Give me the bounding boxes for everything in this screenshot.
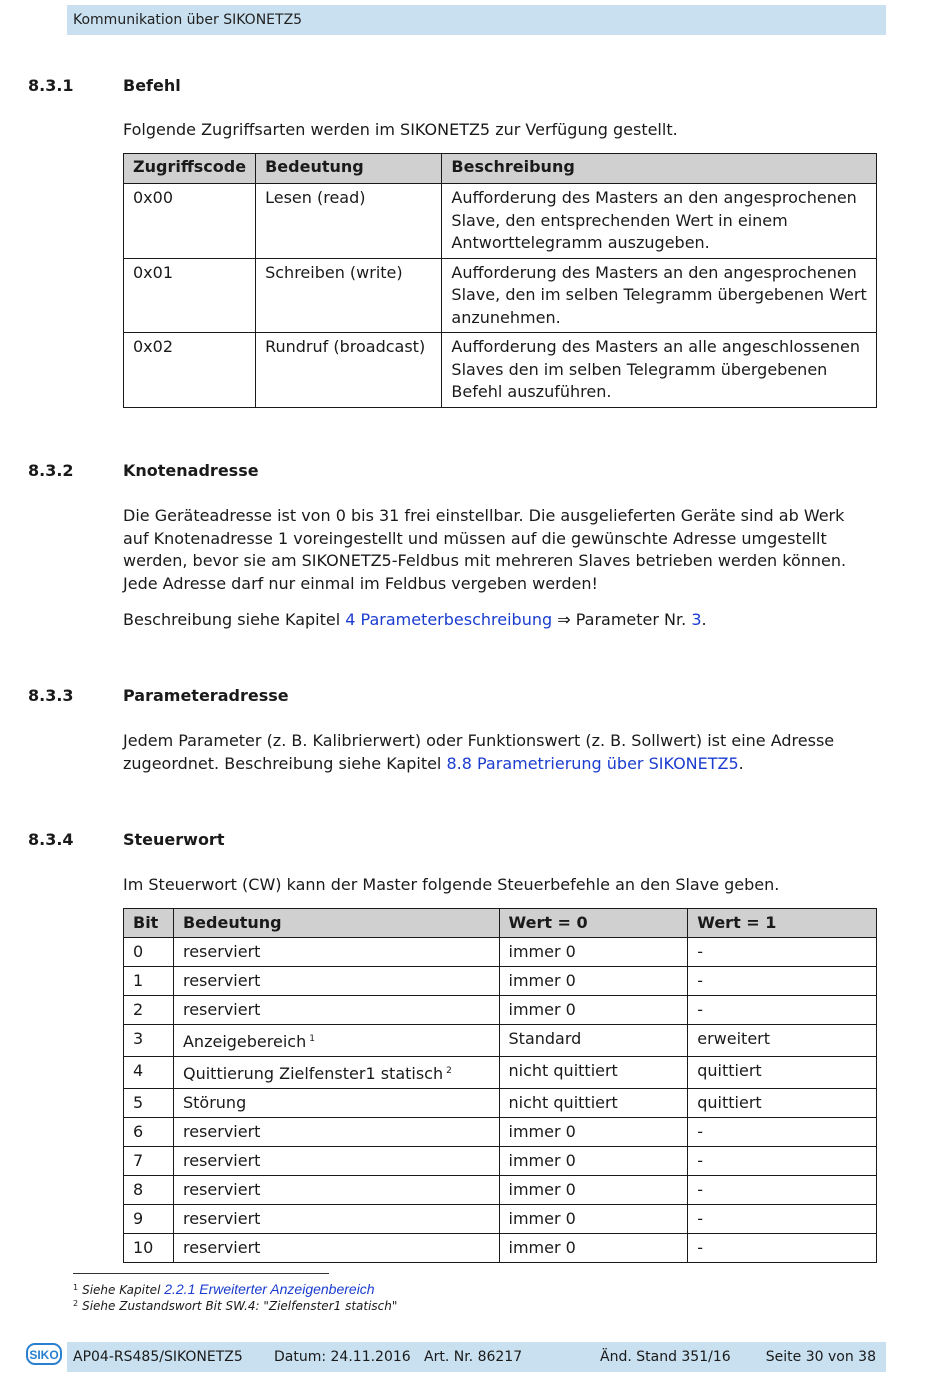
table-cell: immer 0 [499, 1147, 688, 1176]
table-cell: 1 [124, 967, 174, 996]
table-cell: 0x01 [124, 258, 256, 333]
footnote-link[interactable]: 2.2.1 Erweiterter Anzeigenbereich [164, 1281, 375, 1297]
table-row [124, 938, 877, 967]
table-cell: immer 0 [499, 1176, 688, 1205]
table-cell: reserviert [173, 967, 499, 996]
table-cell: 3 [124, 1025, 174, 1057]
table-row [124, 967, 877, 996]
table-row [124, 1025, 877, 1057]
table-header-row [124, 909, 877, 938]
table-cell: - [688, 1118, 877, 1147]
table-cell: quittiert [688, 1089, 877, 1118]
footnote-ref[interactable]: 2 [446, 1066, 452, 1076]
table-row [124, 258, 877, 333]
column-header: Bedeutung [173, 909, 499, 938]
chapter-link[interactable]: 8.8 Parametrierung über SIKONETZ5 [446, 753, 739, 773]
section-title: Parameteradresse [123, 686, 289, 705]
page-footer [67, 1342, 886, 1372]
table-row [124, 184, 877, 259]
reference-text: Beschreibung siehe Kapitel [123, 610, 346, 629]
reference-text: . [701, 610, 707, 629]
table-cell: immer 0 [499, 1118, 688, 1147]
section-intro: Folgende Zugriffsarten werden im SIKONETZ5 zur Verfügung gestellt. [123, 120, 678, 139]
table-cell: reserviert [173, 938, 499, 967]
table-cell: reserviert [173, 996, 499, 1025]
table-cell: 0x02 [124, 333, 256, 408]
footnote-mark: 1 [73, 1283, 79, 1292]
footer-page-number: Seite 30 von 38 [765, 1349, 876, 1365]
table-cell: 10 [124, 1234, 174, 1263]
table-cell: Aufforderung des Masters an den angesprochenen Slave, den im selben Telegramm übergebenen Wert anzunehmen. [442, 258, 877, 333]
table-cell: - [688, 996, 877, 1025]
header-title: Kommunikation über SIKONETZ5 [73, 12, 303, 28]
table-row [124, 996, 877, 1025]
table-cell: 7 [124, 1147, 174, 1176]
table-row [124, 1089, 877, 1118]
table-cell: 4 [124, 1057, 174, 1089]
table-cell: reserviert [173, 1176, 499, 1205]
table-cell: Störung [173, 1089, 499, 1118]
footnote [73, 1281, 375, 1297]
table-cell: Aufforderung des Masters an alle angeschlossenen Slaves den im selben Telegramm übergebenen Befehl auszuführen. [442, 333, 877, 408]
footer-date: Datum: 24.11.2016 [274, 1349, 411, 1365]
section-title: Steuerwort [123, 830, 225, 849]
section-number: 8.3.2 [28, 461, 74, 480]
table-row [124, 1234, 877, 1263]
column-header: Zugriffscode [124, 154, 256, 184]
footer-article-number: Art. Nr. 86217 [424, 1349, 523, 1365]
table-header-row [124, 154, 877, 184]
arrow-icon: ⇒ [557, 610, 571, 629]
reference-text: Parameter Nr. [570, 610, 692, 629]
table-cell-with-footnote [173, 1025, 499, 1057]
section-paragraph: Die Geräteadresse ist von 0 bis 31 frei einstellbar. Die ausgelieferten Geräte sind ab Werk auf Knotenadresse 1 voreingestellt und müssen auf die gewünschte Adresse umgestellt werden, bevor sie am SIKONETZ5-Feldbus mit mehreren Slaves betrieben werden können. Jede Adresse darf nur einmal im Feldbus vergeben werden! [123, 506, 847, 593]
footer-document: AP04-RS485/SIKONETZ5 [73, 1349, 243, 1365]
footnote-text: Siehe Kapitel [82, 1283, 165, 1297]
table-cell: Rundruf (broadcast) [256, 333, 442, 408]
footer-revision: Änd. Stand 351/16 [600, 1349, 731, 1365]
table-cell: nicht quittiert [499, 1089, 688, 1118]
paragraph-text: Jedem Parameter (z. B. Kalibrierwert) oder Funktionswert (z. B. Sollwert) ist eine Adresse zugeordnet. Beschreibung siehe Kapitel [123, 731, 835, 773]
paragraph-text: . [738, 753, 744, 773]
section-title: Knotenadresse [123, 461, 259, 480]
table-cell: 5 [124, 1089, 174, 1118]
table-row [124, 1147, 877, 1176]
section-title: Befehl [123, 76, 181, 95]
footnote-divider [73, 1273, 329, 1274]
table-cell-with-footnote [173, 1057, 499, 1089]
table-row [124, 1057, 877, 1089]
cell-text: Anzeigebereich [182, 1032, 307, 1051]
table-cell: Aufforderung des Masters an den angesprochenen Slave, den entsprechenden Wert in einem Antworttelegramm auszugeben. [442, 184, 877, 259]
section-number: 8.3.4 [28, 830, 74, 849]
section-intro: Im Steuerwort (CW) kann der Master folgende Steuerbefehle an den Slave geben. [123, 875, 780, 894]
cell-text: Quittierung Zielfenster1 statisch [182, 1064, 444, 1083]
footnote [73, 1299, 397, 1313]
column-header: Beschreibung [442, 154, 877, 184]
table-cell: immer 0 [499, 996, 688, 1025]
table-cell: 8 [124, 1176, 174, 1205]
table-cell: reserviert [173, 1118, 499, 1147]
table-cell: 2 [124, 996, 174, 1025]
column-header: Bit [124, 909, 174, 938]
table-cell: immer 0 [499, 938, 688, 967]
footnote-text: Siehe Zustandswort Bit SW.4: "Zielfenster1 statisch" [82, 1299, 398, 1313]
table-cell: quittiert [688, 1057, 877, 1089]
chapter-link[interactable]: 4 Parameterbeschreibung [345, 610, 553, 629]
footnote-ref[interactable]: 1 [309, 1034, 315, 1044]
table-cell: reserviert [173, 1234, 499, 1263]
section-number: 8.3.1 [28, 76, 74, 95]
section-number: 8.3.3 [28, 686, 74, 705]
section-paragraph [123, 730, 873, 775]
control-word-table [123, 908, 877, 1263]
page-header [67, 5, 886, 35]
parameter-link[interactable]: 3 [691, 610, 702, 629]
table-cell: - [688, 1234, 877, 1263]
column-header: Wert = 0 [499, 909, 688, 938]
table-cell: reserviert [173, 1205, 499, 1234]
access-code-table [123, 153, 877, 408]
svg-text:SIKO: SIKO [29, 1348, 59, 1362]
table-row [124, 1176, 877, 1205]
table-cell: - [688, 1205, 877, 1234]
table-cell: Schreiben (write) [256, 258, 442, 333]
table-cell: 0 [124, 938, 174, 967]
table-cell: - [688, 1147, 877, 1176]
table-cell: 9 [124, 1205, 174, 1234]
table-row [124, 1205, 877, 1234]
section-reference [123, 609, 873, 632]
table-cell: - [688, 938, 877, 967]
table-cell: Lesen (read) [256, 184, 442, 259]
footnote-mark: 2 [73, 1299, 79, 1308]
column-header: Wert = 1 [688, 909, 877, 938]
table-cell: reserviert [173, 1147, 499, 1176]
table-cell: immer 0 [499, 1205, 688, 1234]
table-row [124, 1118, 877, 1147]
table-cell: immer 0 [499, 967, 688, 996]
table-cell: nicht quittiert [499, 1057, 688, 1089]
siko-logo-icon [26, 1342, 62, 1366]
column-header: Bedeutung [256, 154, 442, 184]
table-cell: - [688, 967, 877, 996]
table-cell: 0x00 [124, 184, 256, 259]
table-cell: immer 0 [499, 1234, 688, 1263]
table-cell: erweitert [688, 1025, 877, 1057]
table-cell: 6 [124, 1118, 174, 1147]
table-cell: - [688, 1176, 877, 1205]
table-cell: Standard [499, 1025, 688, 1057]
table-row [124, 333, 877, 408]
